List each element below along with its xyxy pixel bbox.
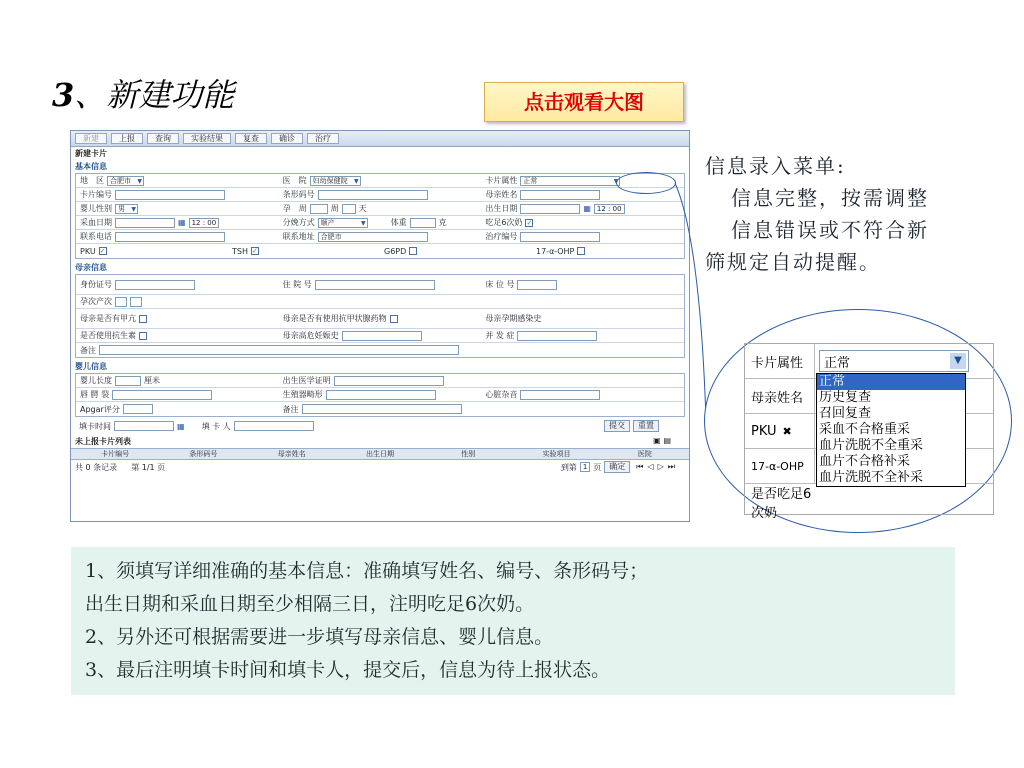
dropdown-option[interactable]: 正常	[817, 374, 965, 390]
address-label: 联系地址	[282, 232, 315, 241]
description	[705, 150, 995, 278]
pager-nav-icons[interactable]: ⏮◁▷⏭	[636, 462, 679, 471]
chevron-down-icon[interactable]: ▼	[950, 353, 966, 369]
zoom-mother-label: 母亲姓名	[745, 379, 815, 413]
zoom-card-attr-label: 卡片属性	[745, 344, 815, 378]
delivery-label: 分娩方式	[282, 218, 315, 227]
toolbar-recheck-button[interactable]: 复查	[235, 133, 267, 144]
bed-no-label: 床 位 号	[485, 280, 515, 289]
baby-remark-label: 备注	[282, 404, 299, 414]
toolbar-treatment-button[interactable]: 治疗	[307, 133, 339, 144]
card-no-label: 卡片编号	[80, 190, 112, 199]
inpatient-no-label: 住 院 号	[282, 280, 312, 289]
pager-total: 共 0 条记录	[75, 462, 118, 472]
mother-section-title: 母亲信息	[75, 263, 107, 272]
description-line: 信息错误或不符合新	[731, 218, 929, 242]
col-gender[interactable]: 性别	[461, 450, 476, 458]
description-line: 信息完整，按需调整	[731, 186, 929, 210]
delivery-select[interactable]: 顺产 ▼	[318, 218, 368, 228]
pager-page-unit: 页	[593, 462, 602, 472]
weight-label: 体重	[390, 218, 407, 227]
toolbar-new-button[interactable]: 新建	[75, 133, 107, 144]
treatment-no-label: 治疗编号	[485, 232, 518, 241]
mother-remark-label: 备注	[80, 345, 96, 355]
calendar-icon[interactable]: ▦	[583, 204, 591, 213]
week-unit: 周	[330, 204, 339, 213]
note-line: 出生日期和采血日期至少相隔三日，注明吃足6次奶。	[85, 593, 535, 615]
dropdown-option[interactable]: 血片洗脱不全补采	[819, 470, 924, 485]
pager-confirm-button[interactable]: 确定	[604, 461, 630, 473]
pager-input[interactable]: 1	[580, 462, 590, 472]
card-attr-label: 卡片属性	[485, 176, 518, 185]
barcode-label: 条形码号	[282, 190, 315, 199]
day-unit: 天	[358, 204, 367, 213]
card-attr-select[interactable]: 正常 ▼	[520, 176, 620, 186]
notes-box	[71, 547, 955, 695]
zoom-ohp-label: 17-α-OHP	[745, 449, 815, 483]
baby-gender-select[interactable]: 男 ▼	[115, 204, 138, 214]
genital-label: 生殖器畸形	[282, 390, 323, 399]
pager-page: 第 1/1 页	[131, 462, 166, 472]
birth-time-input[interactable]: 12 : 00	[594, 204, 625, 214]
infection-label: 母亲孕期感染史	[485, 314, 542, 323]
col-test[interactable]: 实验项目	[542, 450, 571, 458]
toolbar-results-button[interactable]: 实验结果	[183, 133, 231, 144]
form-heading: 新建卡片	[75, 149, 107, 158]
basic-section-title: 基本信息	[75, 162, 107, 171]
description-line: 筛规定自动提醒。	[705, 250, 881, 274]
list-title: 未上报卡片列表 ▣ ▤	[75, 436, 671, 446]
note-line: 2、另外还可根据需要进一步填写母亲信息、婴儿信息。	[85, 626, 554, 648]
weight-unit: 克	[438, 218, 447, 227]
murmur-label: 心脏杂音	[485, 390, 518, 399]
toolbar-report-button[interactable]: 上报	[111, 133, 143, 144]
note-line: 3、最后注明填卡时间和填卡人，提交后，信息为待上报状态。	[85, 659, 611, 681]
length-label: 婴儿长度	[80, 376, 112, 385]
g6pd-label: G6PD	[384, 246, 407, 256]
tsh-checkbox[interactable]: ✓	[252, 247, 258, 255]
sample-date-label: 采血日期	[80, 218, 112, 227]
gest-week-label: 孕 周	[282, 204, 307, 213]
tsh-label: TSH	[232, 246, 248, 256]
baby-gender-label: 婴儿性别	[80, 204, 112, 213]
filler-label: 填 卡 人	[201, 421, 231, 431]
baby-section-title: 婴儿信息	[75, 362, 107, 371]
reset-button[interactable]: 重置	[633, 420, 659, 432]
hospital-label: 医 院	[282, 176, 307, 185]
dropdown-option[interactable]: 召回复查	[819, 406, 872, 421]
antibiotic-label: 是否使用抗生素	[80, 331, 136, 340]
col-hospital[interactable]: 医院	[637, 450, 652, 458]
cleft-label: 唇 腭 裂	[80, 390, 110, 399]
toolbar-query-button[interactable]: 查询	[147, 133, 179, 144]
pregnancy-label: 孕次产次	[80, 297, 112, 306]
clear-icon[interactable]: ✖	[782, 424, 792, 438]
fed-label: 吃足6次奶	[485, 218, 523, 227]
fed-checkbox[interactable]: ✓	[526, 218, 533, 227]
slide-title: 3、新建功能	[52, 76, 235, 114]
print-icon[interactable]: ▣ ▤	[653, 436, 671, 445]
col-card-no[interactable]: 卡片编号	[101, 450, 130, 458]
pager-goto-label: 到第	[560, 462, 577, 472]
fill-time-label: 填卡时间	[79, 421, 111, 431]
mother-name-label: 母亲姓名	[485, 190, 518, 199]
sample-time-input[interactable]: 12 : 00	[189, 218, 220, 228]
region-select[interactable]: 合肥市 ▼	[107, 176, 144, 186]
birth-cert-label: 出生医学证明	[282, 376, 331, 385]
description-line: 信息录入菜单:	[705, 154, 846, 178]
region-label: 地 区	[80, 176, 104, 185]
cm-unit: 厘米	[144, 376, 160, 385]
card-attr-dropdown	[816, 373, 966, 487]
zoom-fed-label: 是否吃足6次奶	[751, 486, 812, 521]
calendar-icon[interactable]: ▦	[178, 218, 186, 227]
col-mother[interactable]: 母亲姓名	[277, 450, 306, 458]
note-line: 1、须填写详细准确的基本信息：准确填写姓名、编号、条形码号；	[85, 560, 649, 582]
phone-label: 联系电话	[80, 232, 112, 241]
dropdown-option[interactable]: 血片不合格补采	[819, 454, 911, 469]
id-card-label: 身份证号	[80, 280, 112, 289]
zoom-card-attr-select[interactable]: 正常 ▼	[819, 350, 969, 372]
address-input[interactable]: 合肥市	[318, 232, 428, 242]
hyperthyroid-label: 母亲是否有甲亢	[80, 314, 136, 323]
dropdown-option[interactable]: 采血不合格重采	[819, 422, 911, 437]
pku-checkbox[interactable]: ✓	[99, 247, 106, 255]
view-large-image-button[interactable]: 点击观看大图	[484, 82, 684, 122]
calendar-icon[interactable]: ▦	[177, 421, 185, 431]
zoom-pku-label: PKU ✖	[745, 414, 815, 448]
dropdown-option[interactable]: 历史复查	[819, 390, 872, 405]
ohp-label: 17-α-OHP	[536, 246, 575, 256]
antithyroid-label: 母亲是否有使用抗甲状腺药物	[282, 314, 387, 323]
submit-button[interactable]: 提交	[604, 420, 630, 432]
birth-date-label: 出生日期	[485, 204, 518, 213]
high-risk-label: 母亲高危妊娠史	[282, 331, 339, 340]
pku-label: PKU	[80, 246, 96, 256]
complication-label: 并 发 症	[485, 331, 515, 340]
toolbar-confirm-button[interactable]: 确诊	[271, 133, 303, 144]
col-barcode[interactable]: 条形码号	[189, 450, 218, 458]
dropdown-option[interactable]: 血片洗脱不全重采	[819, 438, 924, 453]
hospital-select[interactable]: 妇幼保健院 ▼	[310, 176, 361, 186]
col-birth[interactable]: 出生日期	[365, 450, 394, 458]
apgar-label: Apgar评分	[80, 404, 120, 414]
